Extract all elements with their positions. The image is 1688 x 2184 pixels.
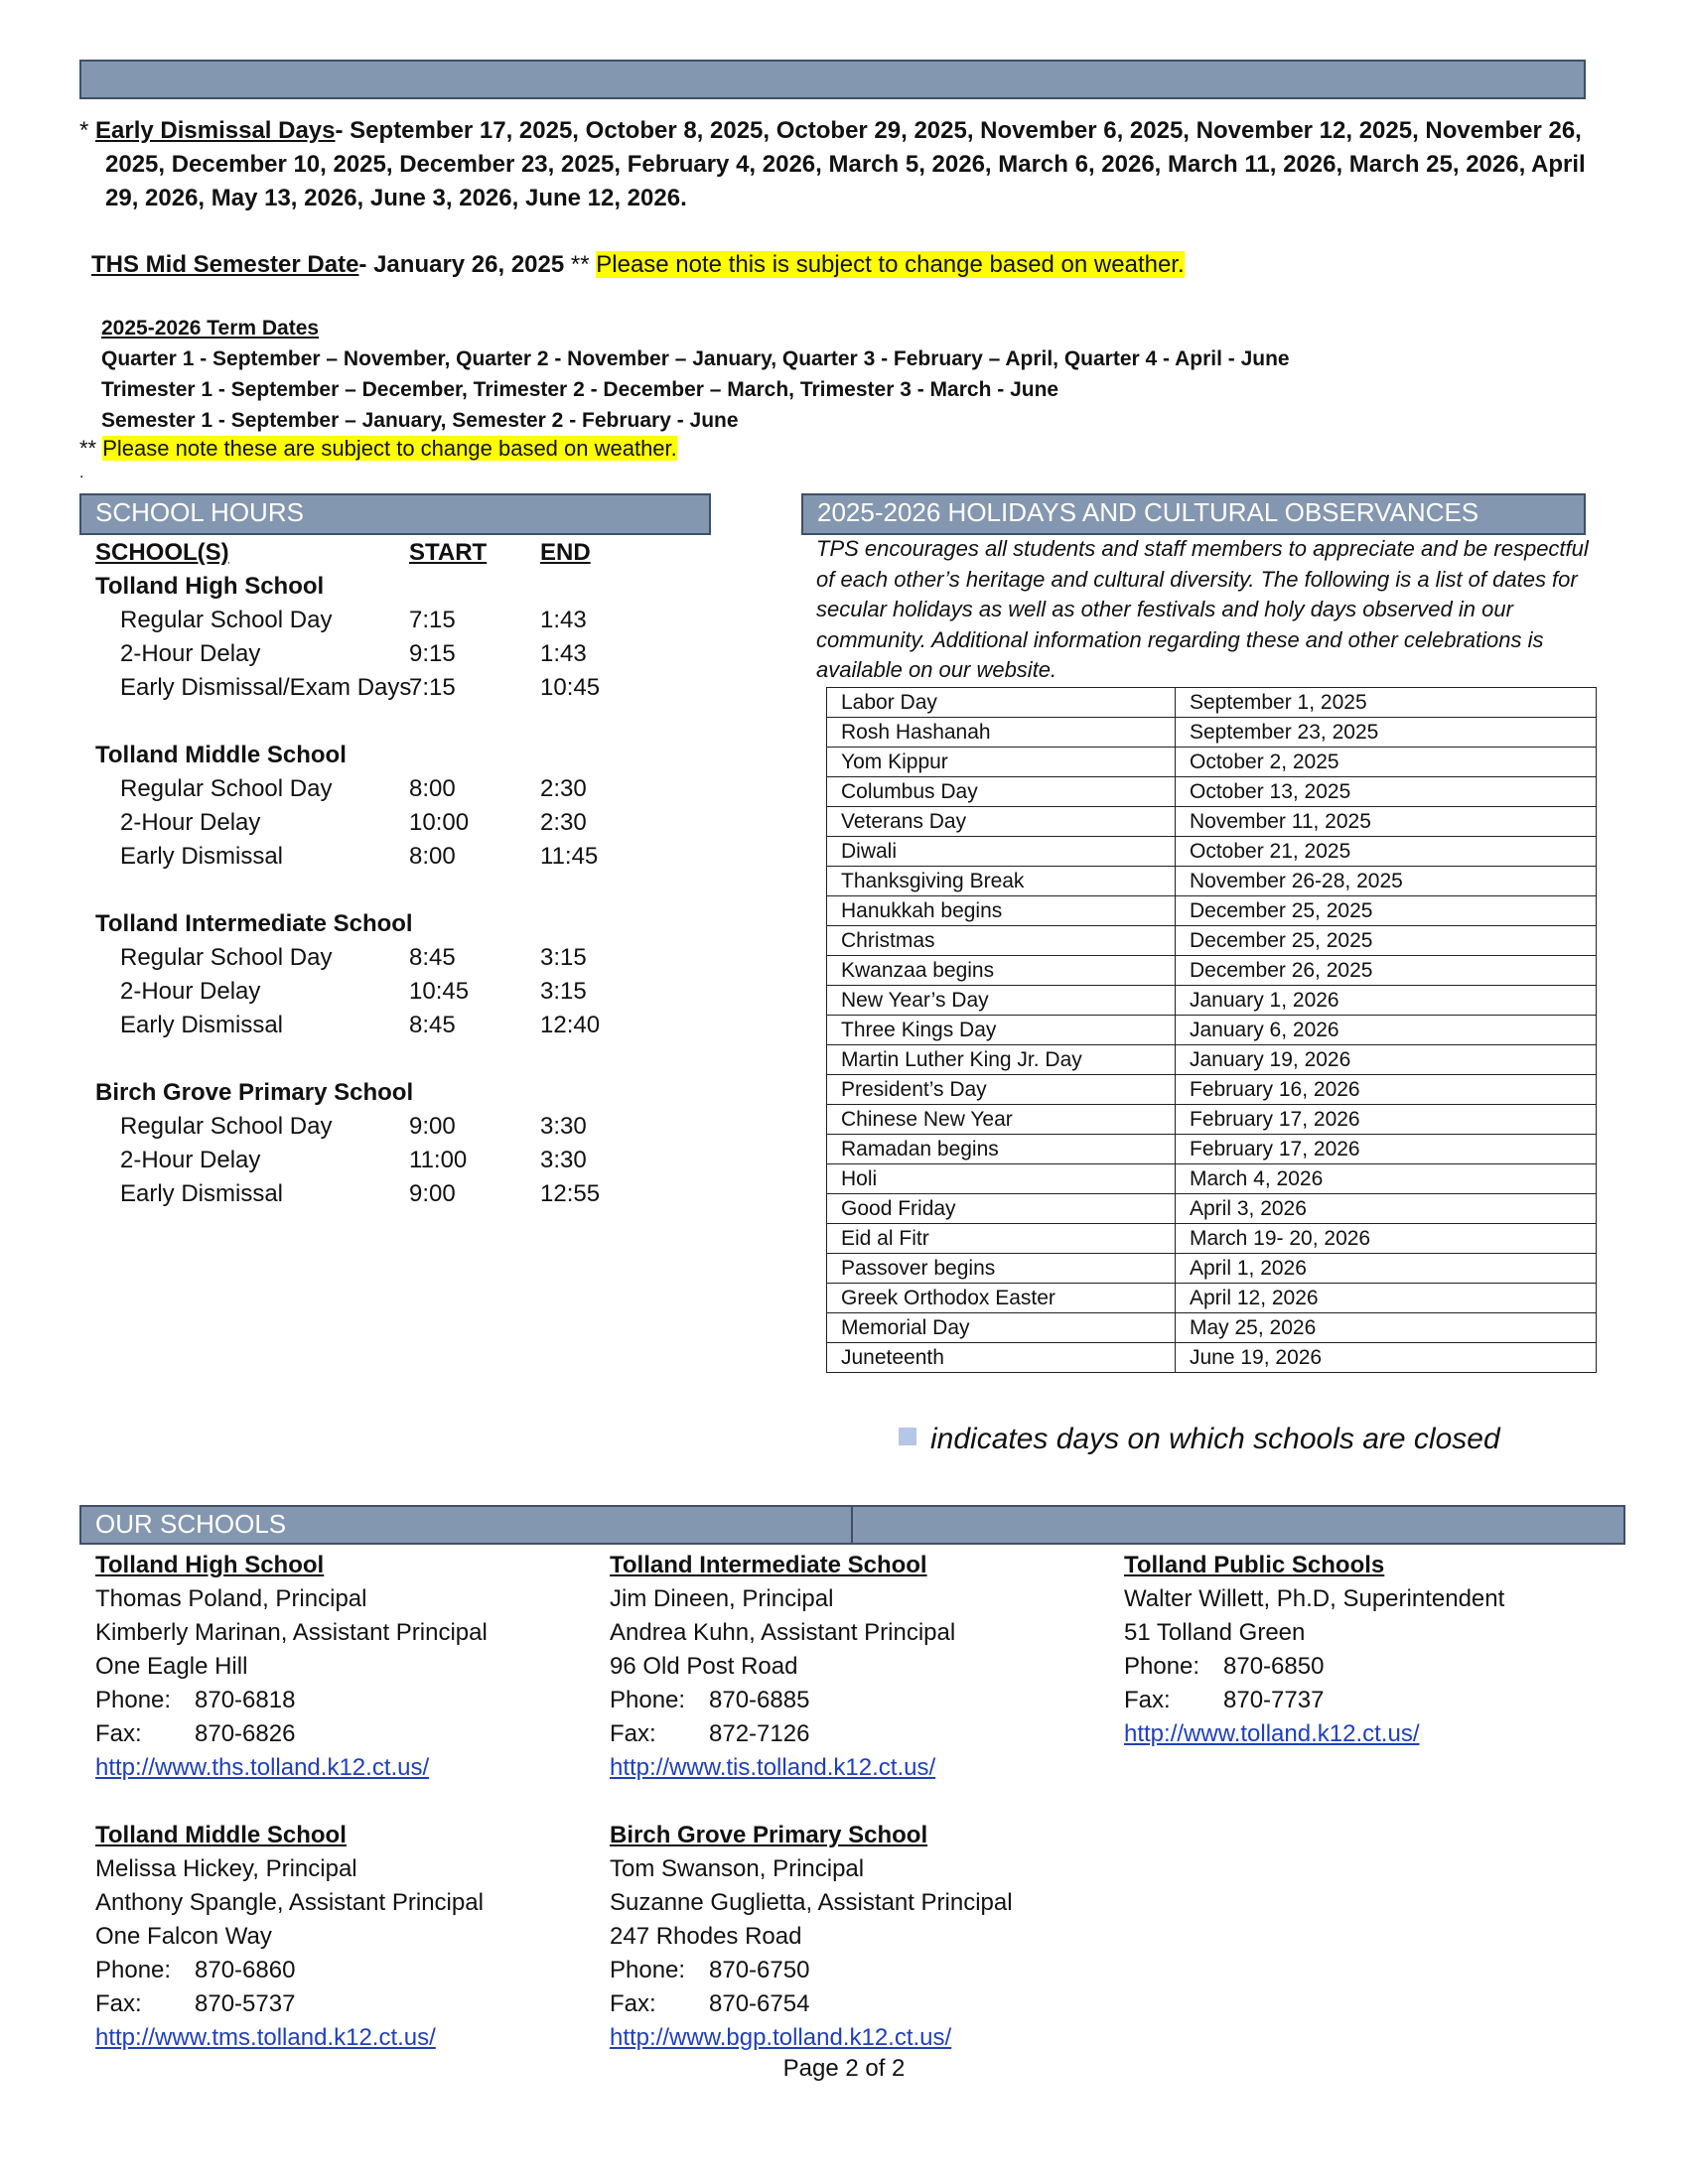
hours-label: 2-Hour Delay: [120, 640, 261, 667]
closed-legend: [899, 1420, 1500, 1459]
holiday-date: October 13, 2025: [1176, 777, 1597, 807]
hours-label: 2-Hour Delay: [120, 1147, 261, 1173]
holiday-name: Juneteenth: [827, 1343, 1176, 1373]
hours-label: Early Dismissal: [120, 1012, 284, 1038]
hours-row: [95, 772, 691, 806]
holiday-row: [827, 1343, 1597, 1373]
fax-label: Fax:: [95, 1990, 142, 2017]
holiday-name: Rosh Hashanah: [827, 718, 1176, 748]
phone-number: 870-6885: [709, 1687, 810, 1713]
holiday-date: April 12, 2026: [1176, 1284, 1597, 1313]
holiday-row: [827, 956, 1597, 986]
mid-semester-label: THS Mid Semester Date: [91, 251, 359, 278]
address: 96 Old Post Road: [610, 1653, 798, 1680]
header-end: END: [540, 539, 591, 566]
principal: Jim Dineen, Principal: [610, 1585, 834, 1612]
principal: Thomas Poland, Principal: [95, 1585, 367, 1612]
holidays-band: [801, 493, 1586, 535]
hours-row: [95, 637, 691, 671]
holiday-row: [827, 1284, 1597, 1313]
holiday-row: [827, 1254, 1597, 1284]
fax-label: Fax:: [1124, 1687, 1171, 1713]
fax-line: [610, 1717, 955, 1751]
fax-label: Fax:: [610, 1720, 656, 1747]
holiday-row: [827, 1045, 1597, 1075]
holiday-row: [827, 837, 1597, 867]
holiday-date: June 19, 2026: [1176, 1343, 1597, 1373]
hours-end: 3:30: [540, 1113, 587, 1140]
hours-start: 10:00: [409, 809, 470, 836]
hours-label: 2-Hour Delay: [120, 809, 261, 836]
school-name: [95, 1076, 691, 1110]
phone-line: [610, 1684, 955, 1717]
mid-semester-stars: **: [564, 251, 597, 278]
hours-row: [95, 806, 691, 840]
holiday-date: December 25, 2025: [1176, 926, 1597, 956]
fax-label: Fax:: [610, 1990, 656, 2017]
assistant-principal: Kimberly Marinan, Assistant Principal: [95, 1619, 488, 1646]
early-dismissal-label: Early Dismissal Days: [95, 117, 336, 144]
hours-end: 2:30: [540, 775, 587, 802]
hours-start: 9:15: [409, 640, 456, 667]
holiday-name: Labor Day: [827, 688, 1176, 718]
holiday-date: February 17, 2026: [1176, 1135, 1597, 1164]
address: One Falcon Way: [95, 1923, 272, 1950]
holiday-row: [827, 748, 1597, 777]
holiday-row: [827, 1194, 1597, 1224]
holiday-name: Columbus Day: [827, 777, 1176, 807]
school-contact-name: Tolland Middle School: [95, 1822, 347, 1848]
school-hours-band: [79, 493, 711, 535]
term-line: Semester 1 - September – January, Semester 2 - February - June: [101, 409, 739, 432]
holidays-intro: TPS encourages all students and staff members to appreciate and be respectful of each other’s heritage and cultural diversity. The following is a list of dates for secular holidays as well as other festivals and holy days observed in our community. Additional information regarding these and other celebrations is available on our website.: [816, 536, 1589, 682]
fax-line: [95, 1717, 488, 1751]
school-website-link[interactable]: http://www.ths.tolland.k12.ct.us/: [95, 1754, 430, 1781]
fax-line: [1124, 1684, 1504, 1717]
hours-start: 8:00: [409, 775, 456, 802]
holiday-name: Passover begins: [827, 1254, 1176, 1284]
holiday-row: [827, 896, 1597, 926]
school-contact: [95, 1819, 484, 2055]
hours-start: 8:45: [409, 944, 456, 971]
top-header-band: [79, 60, 1586, 99]
school-hours-table: [95, 536, 691, 1211]
address: One Eagle Hill: [95, 1653, 248, 1680]
holiday-date: April 3, 2026: [1176, 1194, 1597, 1224]
assistant-principal: Anthony Spangle, Assistant Principal: [95, 1889, 484, 1916]
school-contact: [1124, 1549, 1504, 1751]
school-contact: [610, 1549, 955, 1785]
assistant-principal: Andrea Kuhn, Assistant Principal: [610, 1619, 956, 1646]
holiday-row: [827, 1313, 1597, 1343]
holiday-name: Christmas: [827, 926, 1176, 956]
hours-end: 1:43: [540, 640, 587, 667]
phone-label: Phone:: [1124, 1653, 1200, 1680]
stray-dot: .: [79, 465, 84, 481]
hours-label: Regular School Day: [120, 944, 333, 971]
early-dismissal-dates: - September 17, 2025, October 8, 2025, October 29, 2025, November 6, 2025, November 12, 2025, November 26, 2025, December 10, 2025, December 23, 2025, February 4, 2026, March 5, 2026, March 6, 2026, March 11, 2026, March 25, 2026, April 29, 2026, May 13, 2026, June 3, 2026, June 12, 2026.: [105, 117, 1586, 211]
fax-number: 870-6826: [195, 1720, 296, 1747]
holiday-date: May 25, 2026: [1176, 1313, 1597, 1343]
holiday-date: December 25, 2025: [1176, 896, 1597, 926]
hours-row: [95, 1177, 691, 1211]
holiday-name: Hanukkah begins: [827, 896, 1176, 926]
fax-number: 870-6754: [709, 1990, 810, 2017]
hours-label: Early Dismissal/Exam Days: [120, 674, 412, 701]
fax-number: 870-7737: [1223, 1687, 1325, 1713]
fax-number: 872-7126: [709, 1720, 810, 1747]
hours-row: [95, 941, 691, 975]
term-dates-title: 2025-2026 Term Dates: [101, 317, 320, 340]
mid-semester-line: [91, 248, 1185, 282]
hours-label: 2-Hour Delay: [120, 978, 261, 1005]
term-line: Quarter 1 - September – November, Quarter 2 - November – January, Quarter 3 - February – April, Quarter 4 - April - June: [101, 347, 1290, 370]
hours-end: 12:40: [540, 1012, 601, 1038]
address: 247 Rhodes Road: [610, 1923, 802, 1950]
phone-number: 870-6750: [709, 1957, 810, 1983]
holiday-row: [827, 718, 1597, 748]
hours-start: 10:45: [409, 978, 470, 1005]
hours-label: Early Dismissal: [120, 1180, 284, 1207]
holiday-name: Holi: [827, 1164, 1176, 1194]
hours-start: 7:15: [409, 607, 456, 633]
holiday-row: [827, 688, 1597, 718]
holiday-name: Greek Orthodox Easter: [827, 1284, 1176, 1313]
closed-legend-swatch: [899, 1428, 916, 1445]
principal: Melissa Hickey, Principal: [95, 1855, 357, 1882]
mid-semester-date: - January 26, 2025: [358, 251, 565, 278]
school-name-text: Tolland Middle School: [95, 742, 347, 768]
hours-label: Early Dismissal: [120, 843, 284, 870]
hours-start: 9:00: [409, 1180, 456, 1207]
holidays-table: [826, 687, 1597, 1373]
hours-row: [95, 671, 691, 705]
header-start: START: [409, 539, 488, 566]
term-dates-section: [101, 313, 1290, 436]
holiday-date: December 26, 2025: [1176, 956, 1597, 986]
hours-end: 3:15: [540, 944, 587, 971]
hours-end: 3:30: [540, 1147, 587, 1173]
holiday-date: September 23, 2025: [1176, 718, 1597, 748]
phone-label: Phone:: [610, 1957, 686, 1983]
fax-label: Fax:: [95, 1720, 142, 1747]
band-divider: [851, 1507, 853, 1543]
holiday-date: September 1, 2025: [1176, 688, 1597, 718]
hours-end: 11:45: [540, 843, 599, 870]
school-name-text: Tolland Intermediate School: [95, 910, 413, 937]
holiday-row: [827, 867, 1597, 896]
hours-start: 8:45: [409, 1012, 456, 1038]
holiday-name: Ramadan begins: [827, 1135, 1176, 1164]
holiday-date: January 19, 2026: [1176, 1045, 1597, 1075]
phone-label: Phone:: [610, 1687, 686, 1713]
holiday-row: [827, 1164, 1597, 1194]
hours-end: 12:55: [540, 1180, 601, 1207]
hours-label: Regular School Day: [120, 607, 333, 633]
school-contact: [95, 1549, 488, 1785]
hours-end: 2:30: [540, 809, 587, 836]
address: 51 Tolland Green: [1124, 1619, 1306, 1646]
principal: Walter Willett, Ph.D, Superintendent: [1124, 1585, 1505, 1612]
hours-start: 11:00: [409, 1147, 468, 1173]
term-weather-stars: **: [79, 436, 103, 461]
school-website-link[interactable]: http://www.tms.tolland.k12.ct.us/: [95, 2024, 436, 2051]
holiday-name: Kwanzaa begins: [827, 956, 1176, 986]
term-weather-note: Please note these are subject to change based on weather.: [102, 436, 677, 461]
hours-end: 3:15: [540, 978, 587, 1005]
holiday-date: October 2, 2025: [1176, 748, 1597, 777]
assistant-principal: Suzanne Guglietta, Assistant Principal: [610, 1889, 1013, 1916]
holiday-date: October 21, 2025: [1176, 837, 1597, 867]
holiday-date: February 17, 2026: [1176, 1105, 1597, 1135]
holiday-date: November 26-28, 2025: [1176, 867, 1597, 896]
holiday-name: Martin Luther King Jr. Day: [827, 1045, 1176, 1075]
school-contact-name: Tolland Intermediate School: [610, 1552, 927, 1578]
school-website-link[interactable]: http://www.tis.tolland.k12.ct.us/: [610, 1754, 936, 1781]
header-school: SCHOOL(S): [95, 539, 229, 566]
holiday-name: Good Friday: [827, 1194, 1176, 1224]
bullet: *: [79, 117, 89, 144]
school-name: [95, 739, 691, 772]
hours-row: [95, 840, 691, 874]
phone-line: [95, 1954, 484, 1987]
holiday-name: Three Kings Day: [827, 1016, 1176, 1045]
hours-row: [95, 1110, 691, 1144]
school-website-link[interactable]: http://www.tolland.k12.ct.us/: [1124, 1720, 1420, 1747]
holiday-row: [827, 1105, 1597, 1135]
phone-number: 870-6850: [1223, 1653, 1325, 1680]
holiday-name: Diwali: [827, 837, 1176, 867]
hours-start: 8:00: [409, 843, 456, 870]
hours-row: [95, 1144, 691, 1177]
holiday-name: Yom Kippur: [827, 748, 1176, 777]
early-dismissal-section: [79, 114, 1609, 215]
phone-line: [610, 1954, 1013, 1987]
our-schools-band: [79, 1505, 1625, 1545]
holiday-date: January 6, 2026: [1176, 1016, 1597, 1045]
holiday-row: [827, 986, 1597, 1016]
holiday-row: [827, 1075, 1597, 1105]
school-contact-name: Tolland High School: [95, 1552, 325, 1578]
holiday-row: [827, 777, 1597, 807]
hours-row: [95, 975, 691, 1009]
school-name: [95, 907, 691, 941]
school-hours-header: [95, 536, 691, 570]
holiday-name: Memorial Day: [827, 1313, 1176, 1343]
phone-number: 870-6860: [195, 1957, 296, 1983]
principal: Tom Swanson, Principal: [610, 1855, 865, 1882]
holiday-name: Thanksgiving Break: [827, 867, 1176, 896]
holiday-row: [827, 926, 1597, 956]
school-contact-name: Birch Grove Primary School: [610, 1822, 928, 1848]
holiday-name: Eid al Fitr: [827, 1224, 1176, 1254]
phone-label: Phone:: [95, 1957, 172, 1983]
holiday-date: March 4, 2026: [1176, 1164, 1597, 1194]
hours-row: [95, 1009, 691, 1042]
hours-start: 7:15: [409, 674, 456, 701]
holiday-date: April 1, 2026: [1176, 1254, 1597, 1284]
page-footer: Page 2 of 2: [782, 2055, 906, 2082]
holiday-name: New Year’s Day: [827, 986, 1176, 1016]
holiday-row: [827, 1135, 1597, 1164]
weather-note: Please note this is subject to change based on weather.: [596, 251, 1185, 278]
holiday-name: Chinese New Year: [827, 1105, 1176, 1135]
hours-end: 1:43: [540, 607, 587, 633]
fax-number: 870-5737: [195, 1990, 296, 2017]
hours-label: Regular School Day: [120, 775, 333, 802]
term-weather-line: [79, 434, 677, 464]
school-name-text: Tolland High School: [95, 573, 325, 600]
school-hours-title: SCHOOL HOURS: [95, 497, 304, 527]
fax-line: [95, 1987, 484, 2021]
hours-start: 9:00: [409, 1113, 456, 1140]
school-contact: [610, 1819, 1013, 2055]
holiday-date: February 16, 2026: [1176, 1075, 1597, 1105]
holiday-row: [827, 1016, 1597, 1045]
school-name-text: Birch Grove Primary School: [95, 1079, 414, 1106]
school-website-link[interactable]: http://www.bgp.tolland.k12.ct.us/: [610, 2024, 952, 2051]
holiday-row: [827, 1224, 1597, 1254]
closed-legend-text: indicates days on which schools are closed: [930, 1423, 1500, 1455]
holiday-date: January 1, 2026: [1176, 986, 1597, 1016]
phone-line: [1124, 1650, 1504, 1684]
school-contact-name: Tolland Public Schools: [1124, 1552, 1385, 1578]
holidays-title: 2025-2026 HOLIDAYS AND CULTURAL OBSERVANCES: [817, 497, 1479, 527]
holiday-row: [827, 807, 1597, 837]
phone-number: 870-6818: [195, 1687, 296, 1713]
holiday-date: November 11, 2025: [1176, 807, 1597, 837]
hours-row: [95, 604, 691, 637]
holiday-name: Veterans Day: [827, 807, 1176, 837]
phone-line: [95, 1684, 488, 1717]
holiday-name: President’s Day: [827, 1075, 1176, 1105]
our-schools-title: OUR SCHOOLS: [95, 1509, 287, 1539]
fax-line: [610, 1987, 1013, 2021]
holiday-date: March 19- 20, 2026: [1176, 1224, 1597, 1254]
phone-label: Phone:: [95, 1687, 172, 1713]
school-name: [95, 570, 691, 604]
term-line: Trimester 1 - September – December, Trimester 2 - December – March, Trimester 3 - March - June: [101, 378, 1059, 401]
hours-label: Regular School Day: [120, 1113, 333, 1140]
hours-end: 10:45: [540, 674, 601, 701]
